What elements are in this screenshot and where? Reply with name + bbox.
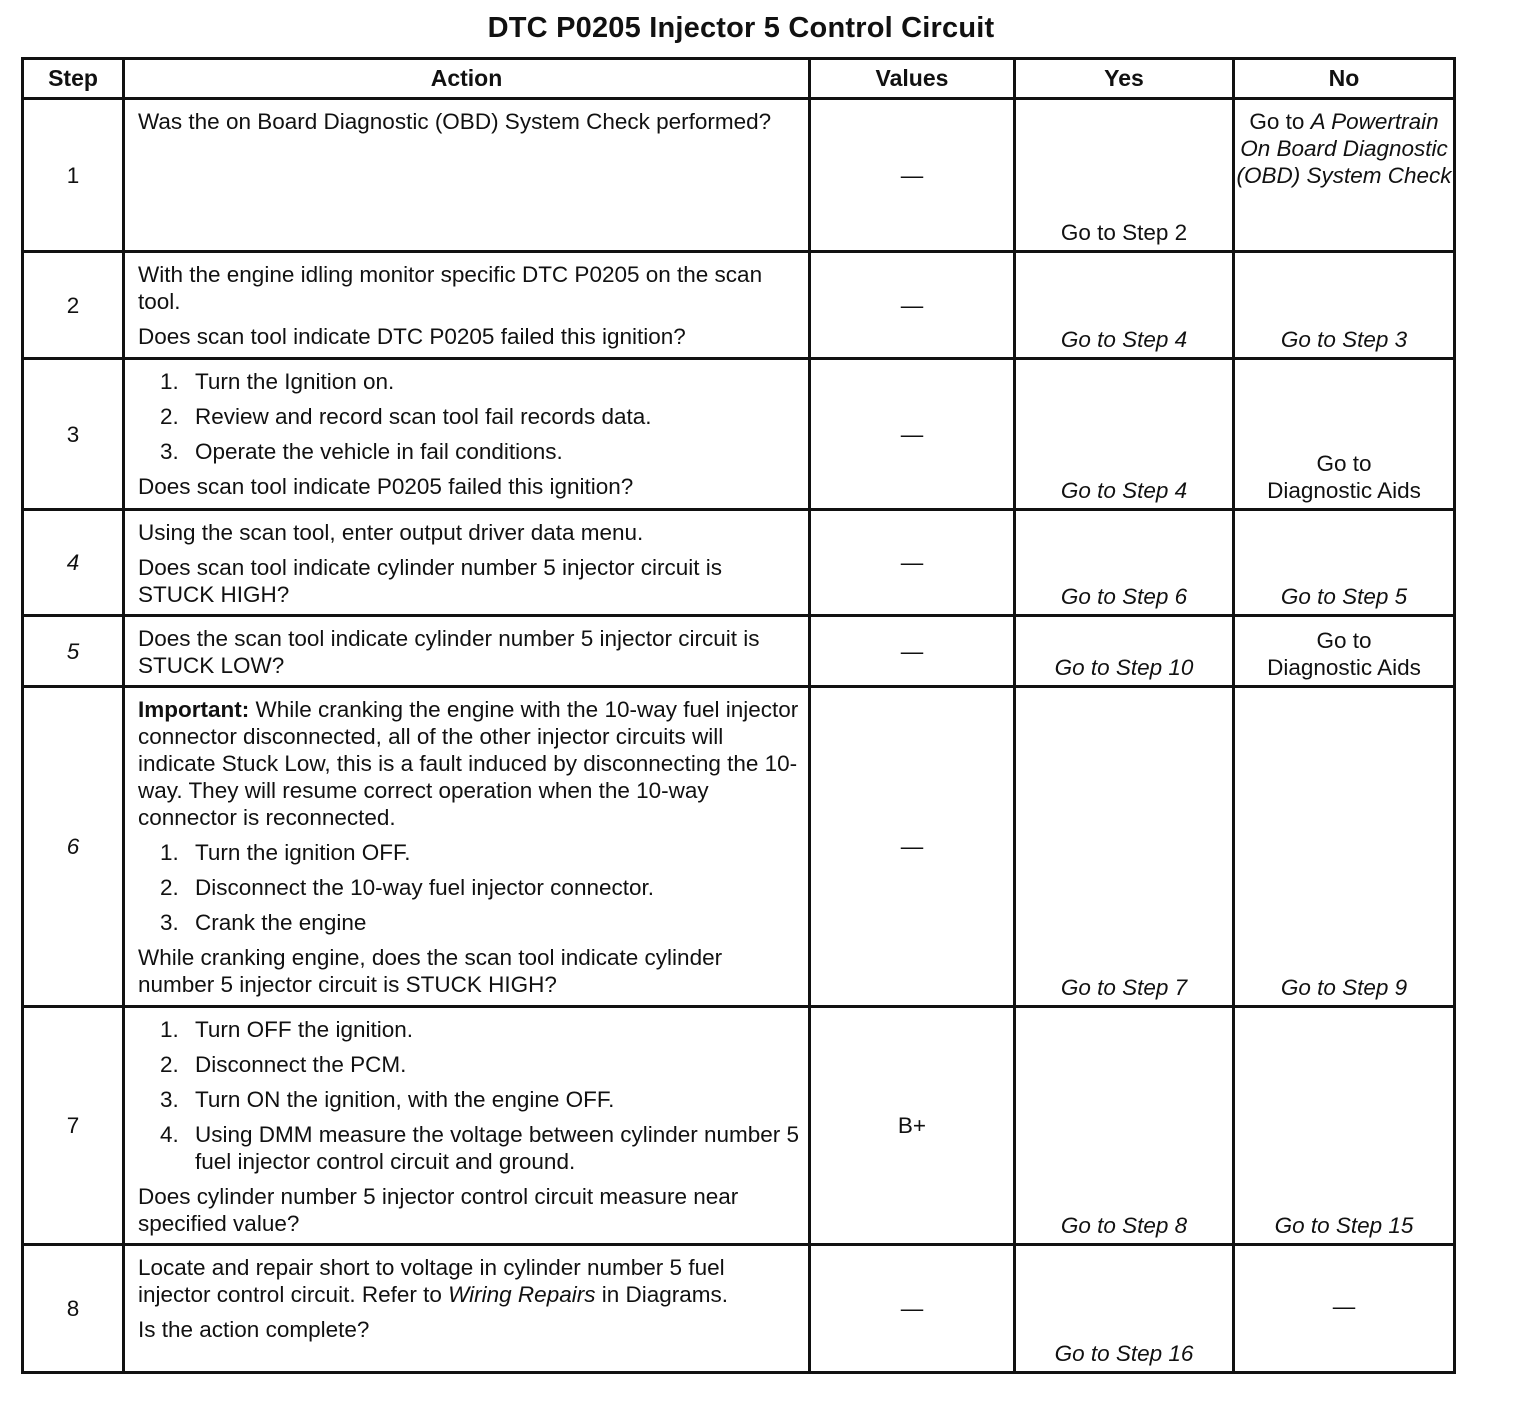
yes-cell: Go to Step 16 [1015, 1245, 1234, 1373]
table-row [23, 252, 1455, 359]
list-item: 3. Turn ON the ignition, with the engine OFF. [160, 1087, 615, 1112]
question: Does the scan tool indicate cylinder number 5 injector circuit is STUCK LOW? [138, 626, 760, 678]
header-yes: Yes [1015, 59, 1234, 99]
action-cell [124, 359, 810, 510]
action-cell [124, 1007, 810, 1245]
step-list [138, 1016, 800, 1175]
list-item: 2. Disconnect the PCM. [160, 1052, 407, 1077]
no-cell: Go to Step 15 [1234, 1007, 1455, 1245]
question: Does cylinder number 5 injector control circuit measure near specified value? [138, 1184, 739, 1236]
value-cell: — [810, 510, 1015, 616]
action-cell [124, 616, 810, 687]
instruction: With the engine idling monitor specific DTC P0205 on the scan tool. [138, 262, 763, 314]
step-number: 5 [23, 616, 124, 687]
no-line-1: Go to [1316, 451, 1372, 476]
step-list [138, 368, 800, 465]
table-row [23, 99, 1455, 252]
yes-cell: Go to Step 7 [1015, 687, 1234, 1007]
important-label: Important: [138, 697, 250, 722]
no-cell [1234, 616, 1455, 687]
table-row [23, 359, 1455, 510]
step-number: 3 [23, 359, 124, 510]
list-item: 1. Turn the Ignition on. [160, 369, 395, 394]
no-cell: Go to Step 5 [1234, 510, 1455, 616]
list-item: 1. Turn the ignition OFF. [160, 840, 411, 865]
header-step: Step [23, 59, 124, 99]
list-item: 3. Crank the engine [160, 910, 367, 935]
value-cell: — [810, 616, 1015, 687]
value-cell: — [810, 1245, 1015, 1373]
value-cell: — [810, 687, 1015, 1007]
no-line-1: Go to [1316, 628, 1372, 653]
question: Does scan tool indicate P0205 failed this ignition? [138, 474, 634, 499]
list-item: 4. Using DMM measure the voltage between cylinder number 5 fuel injector control circuit and ground. [160, 1122, 800, 1174]
list-item: 1. Turn OFF the ignition. [160, 1017, 414, 1042]
yes-cell: Go to Step 4 [1015, 359, 1234, 510]
yes-cell: Go to Step 6 [1015, 510, 1234, 616]
header-no: No [1234, 59, 1455, 99]
header-action: Action [124, 59, 810, 99]
value-cell: B+ [810, 1007, 1015, 1245]
table-row [23, 1245, 1455, 1373]
question: Was the on Board Diagnostic (OBD) System Check performed? [138, 109, 772, 134]
question: Does scan tool indicate DTC P0205 failed this ignition? [138, 324, 686, 349]
table-row [23, 687, 1455, 1007]
important-note [138, 696, 800, 831]
list-item: 3. Operate the vehicle in fail conditions. [160, 439, 563, 464]
instruction: Using the scan tool, enter output driver data menu. [138, 520, 644, 545]
no-cell: Go to Step 9 [1234, 687, 1455, 1007]
step-number: 2 [23, 252, 124, 359]
instruction: Locate and repair short to voltage in cylinder number 5 fuel injector control circuit. Refer to Wiring Repairs in Diagrams. [138, 1255, 729, 1307]
step-list [138, 839, 800, 936]
value-cell: — [810, 99, 1015, 252]
question: Does scan tool indicate cylinder number 5 injector circuit is STUCK HIGH? [138, 555, 723, 607]
wiring-repairs-ref: Wiring Repairs [448, 1282, 596, 1307]
diagnostic-table [21, 57, 1456, 1374]
table-row [23, 510, 1455, 616]
value-cell: — [810, 359, 1015, 510]
no-cell [1234, 359, 1455, 510]
header-row [23, 59, 1455, 99]
table-row [23, 1007, 1455, 1245]
table-row [23, 616, 1455, 687]
yes-cell: Go to Step 4 [1015, 252, 1234, 359]
step-number: 6 [23, 687, 124, 1007]
step-number: 7 [23, 1007, 124, 1245]
no-line-2: Diagnostic Aids [1267, 655, 1421, 680]
step-number: 1 [23, 99, 124, 252]
list-item: 2. Disconnect the 10-way fuel injector connector. [160, 875, 654, 900]
question: While cranking engine, does the scan tool indicate cylinder number 5 injector circuit is STUCK HIGH? [138, 945, 723, 997]
action-cell [124, 252, 810, 359]
page-title: DTC P0205 Injector 5 Control Circuit [487, 12, 995, 44]
yes-cell: Go to Step 8 [1015, 1007, 1234, 1245]
important-text: While cranking the engine with the 10-way fuel injector connector disconnected, all of the other injector circuits will indicate Stuck Low, this is a fault induced by disconnecting the 10-way. They will resume correct operation when the 10-way connector is reconnected. [138, 697, 799, 830]
action-cell [124, 687, 810, 1007]
no-cell: Go to Step 3 [1234, 252, 1455, 359]
no-prefix: Go to [1249, 109, 1311, 134]
question: Is the action complete? [138, 1317, 370, 1342]
value-cell: — [810, 252, 1015, 359]
list-item: 2. Review and record scan tool fail records data. [160, 404, 652, 429]
step-number: 4 [23, 510, 124, 616]
no-cell [1234, 99, 1455, 252]
no-link: A Powertrain On Board Diagnostic (OBD) System Check [1236, 109, 1452, 188]
action-cell [124, 99, 810, 252]
no-line-2: Diagnostic Aids [1267, 478, 1421, 503]
action-cell [124, 1245, 810, 1373]
yes-cell: Go to Step 10 [1015, 616, 1234, 687]
yes-cell: Go to Step 2 [1015, 99, 1234, 252]
action-cell [124, 510, 810, 616]
step-number: 8 [23, 1245, 124, 1373]
no-cell: — [1234, 1245, 1455, 1373]
header-values: Values [810, 59, 1015, 99]
